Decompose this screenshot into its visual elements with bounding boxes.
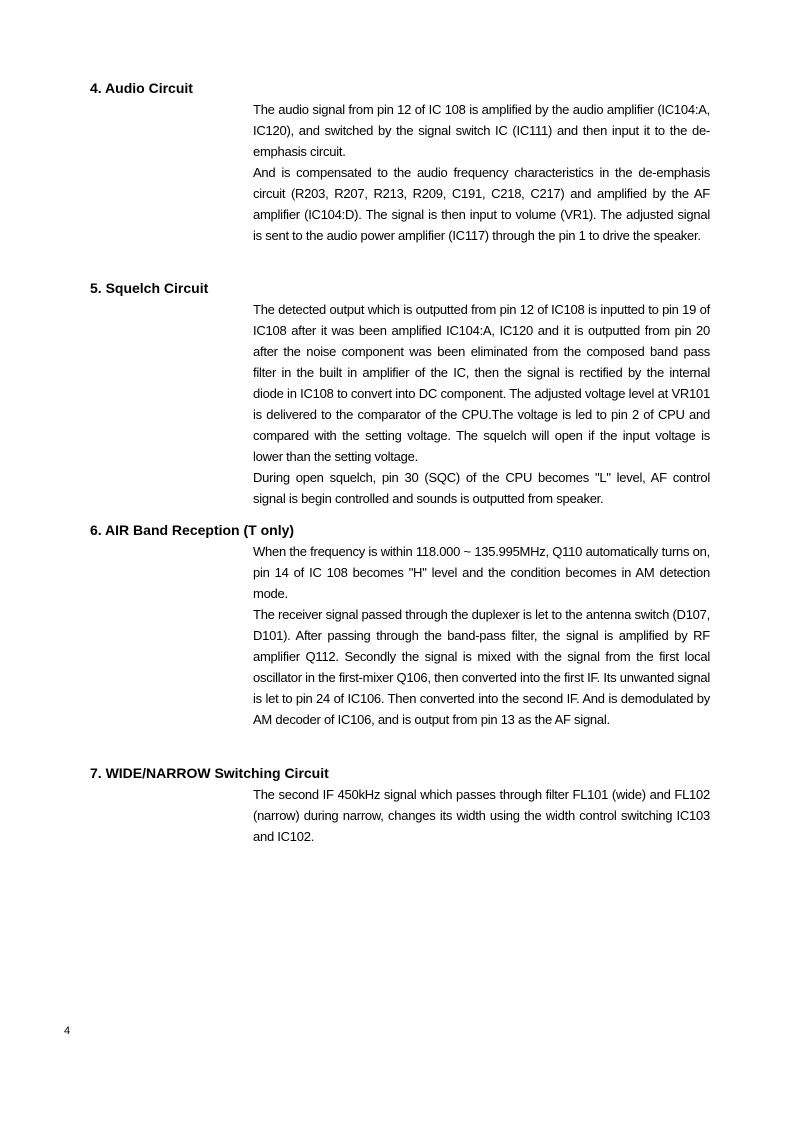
paragraph: The receiver signal passed through the duplexer is let to the antenna switch (D107, D101). After passing through the band-pass filter, the signal is amplified by RF amplifier Q112. Secondly the signal is mixed with the signal from the first local oscillator in the first-mixer Q106, then converted into the first IF. Its unwanted signal is let to pin 24 of IC106. Then converted into the second IF. And is demodulated by AM decoder of IC106, and is output from pin 13 as the AF signal.: [253, 607, 710, 727]
section-body: [253, 99, 710, 246]
section-air-band-reception: [90, 520, 710, 730]
paragraph: During open squelch, pin 30 (SQC) of the CPU becomes "L" level, AF control signal is begin controlled and sounds is outputted from speaker.: [253, 470, 710, 506]
paragraph: And is compensated to the audio frequency characteristics in the de-emphasis circuit (R203, R207, R213, R209, C191, C218, C217) and amplified by the AF amplifier (IC104:D). The signal is then input to volume (VR1). The adjusted signal is sent to the audio power amplifier (IC117) through the pin 1 to drive the speaker.: [253, 165, 710, 243]
section-squelch-circuit: [90, 278, 710, 509]
paragraph: The second IF 450kHz signal which passes through filter FL101 (wide) and FL102 (narrow) during narrow, changes its width using the width control switching IC103 and IC102.: [253, 787, 710, 844]
section-heading: 5. Squelch Circuit: [90, 280, 209, 296]
section-heading: 6. AIR Band Reception (T only): [90, 522, 295, 538]
paragraph: The detected output which is outputted from pin 12 of IC108 is inputted to pin 19 of IC108 after it was been amplified IC104:A, IC120 and it is outputted from pin 20 after the noise component was been eliminated from the composed band pass filter in the built in amplifier of the IC, then the signal is rectified by the internal diode in IC108 to convert into DC component. The adjusted voltage level at VR101 is delivered to the comparator of the CPU.The voltage is led to pin 2 of CPU and compared with the setting voltage. The squelch will open if the input voltage is lower than the setting voltage.: [253, 302, 710, 464]
section-wide-narrow-switching: [90, 763, 710, 847]
section-body: [253, 541, 710, 730]
section-heading: 7. WIDE/NARROW Switching Circuit: [90, 765, 329, 781]
paragraph: When the frequency is within 118.000 ~ 135.995MHz, Q110 automatically turns on, pin 14 of IC 108 becomes "H" level and the condition becomes in AM detection mode.: [253, 544, 710, 601]
section-body: [253, 784, 710, 847]
paragraph: The audio signal from pin 12 of IC 108 is amplified by the audio amplifier (IC104:A, IC120), and switched by the signal switch IC (IC111) and then input it to the de-emphasis circuit.: [253, 102, 710, 159]
section-heading: 4. Audio Circuit: [90, 80, 193, 96]
section-body: [253, 299, 710, 509]
page-number: 4: [64, 1025, 71, 1037]
section-audio-circuit: [90, 78, 710, 246]
